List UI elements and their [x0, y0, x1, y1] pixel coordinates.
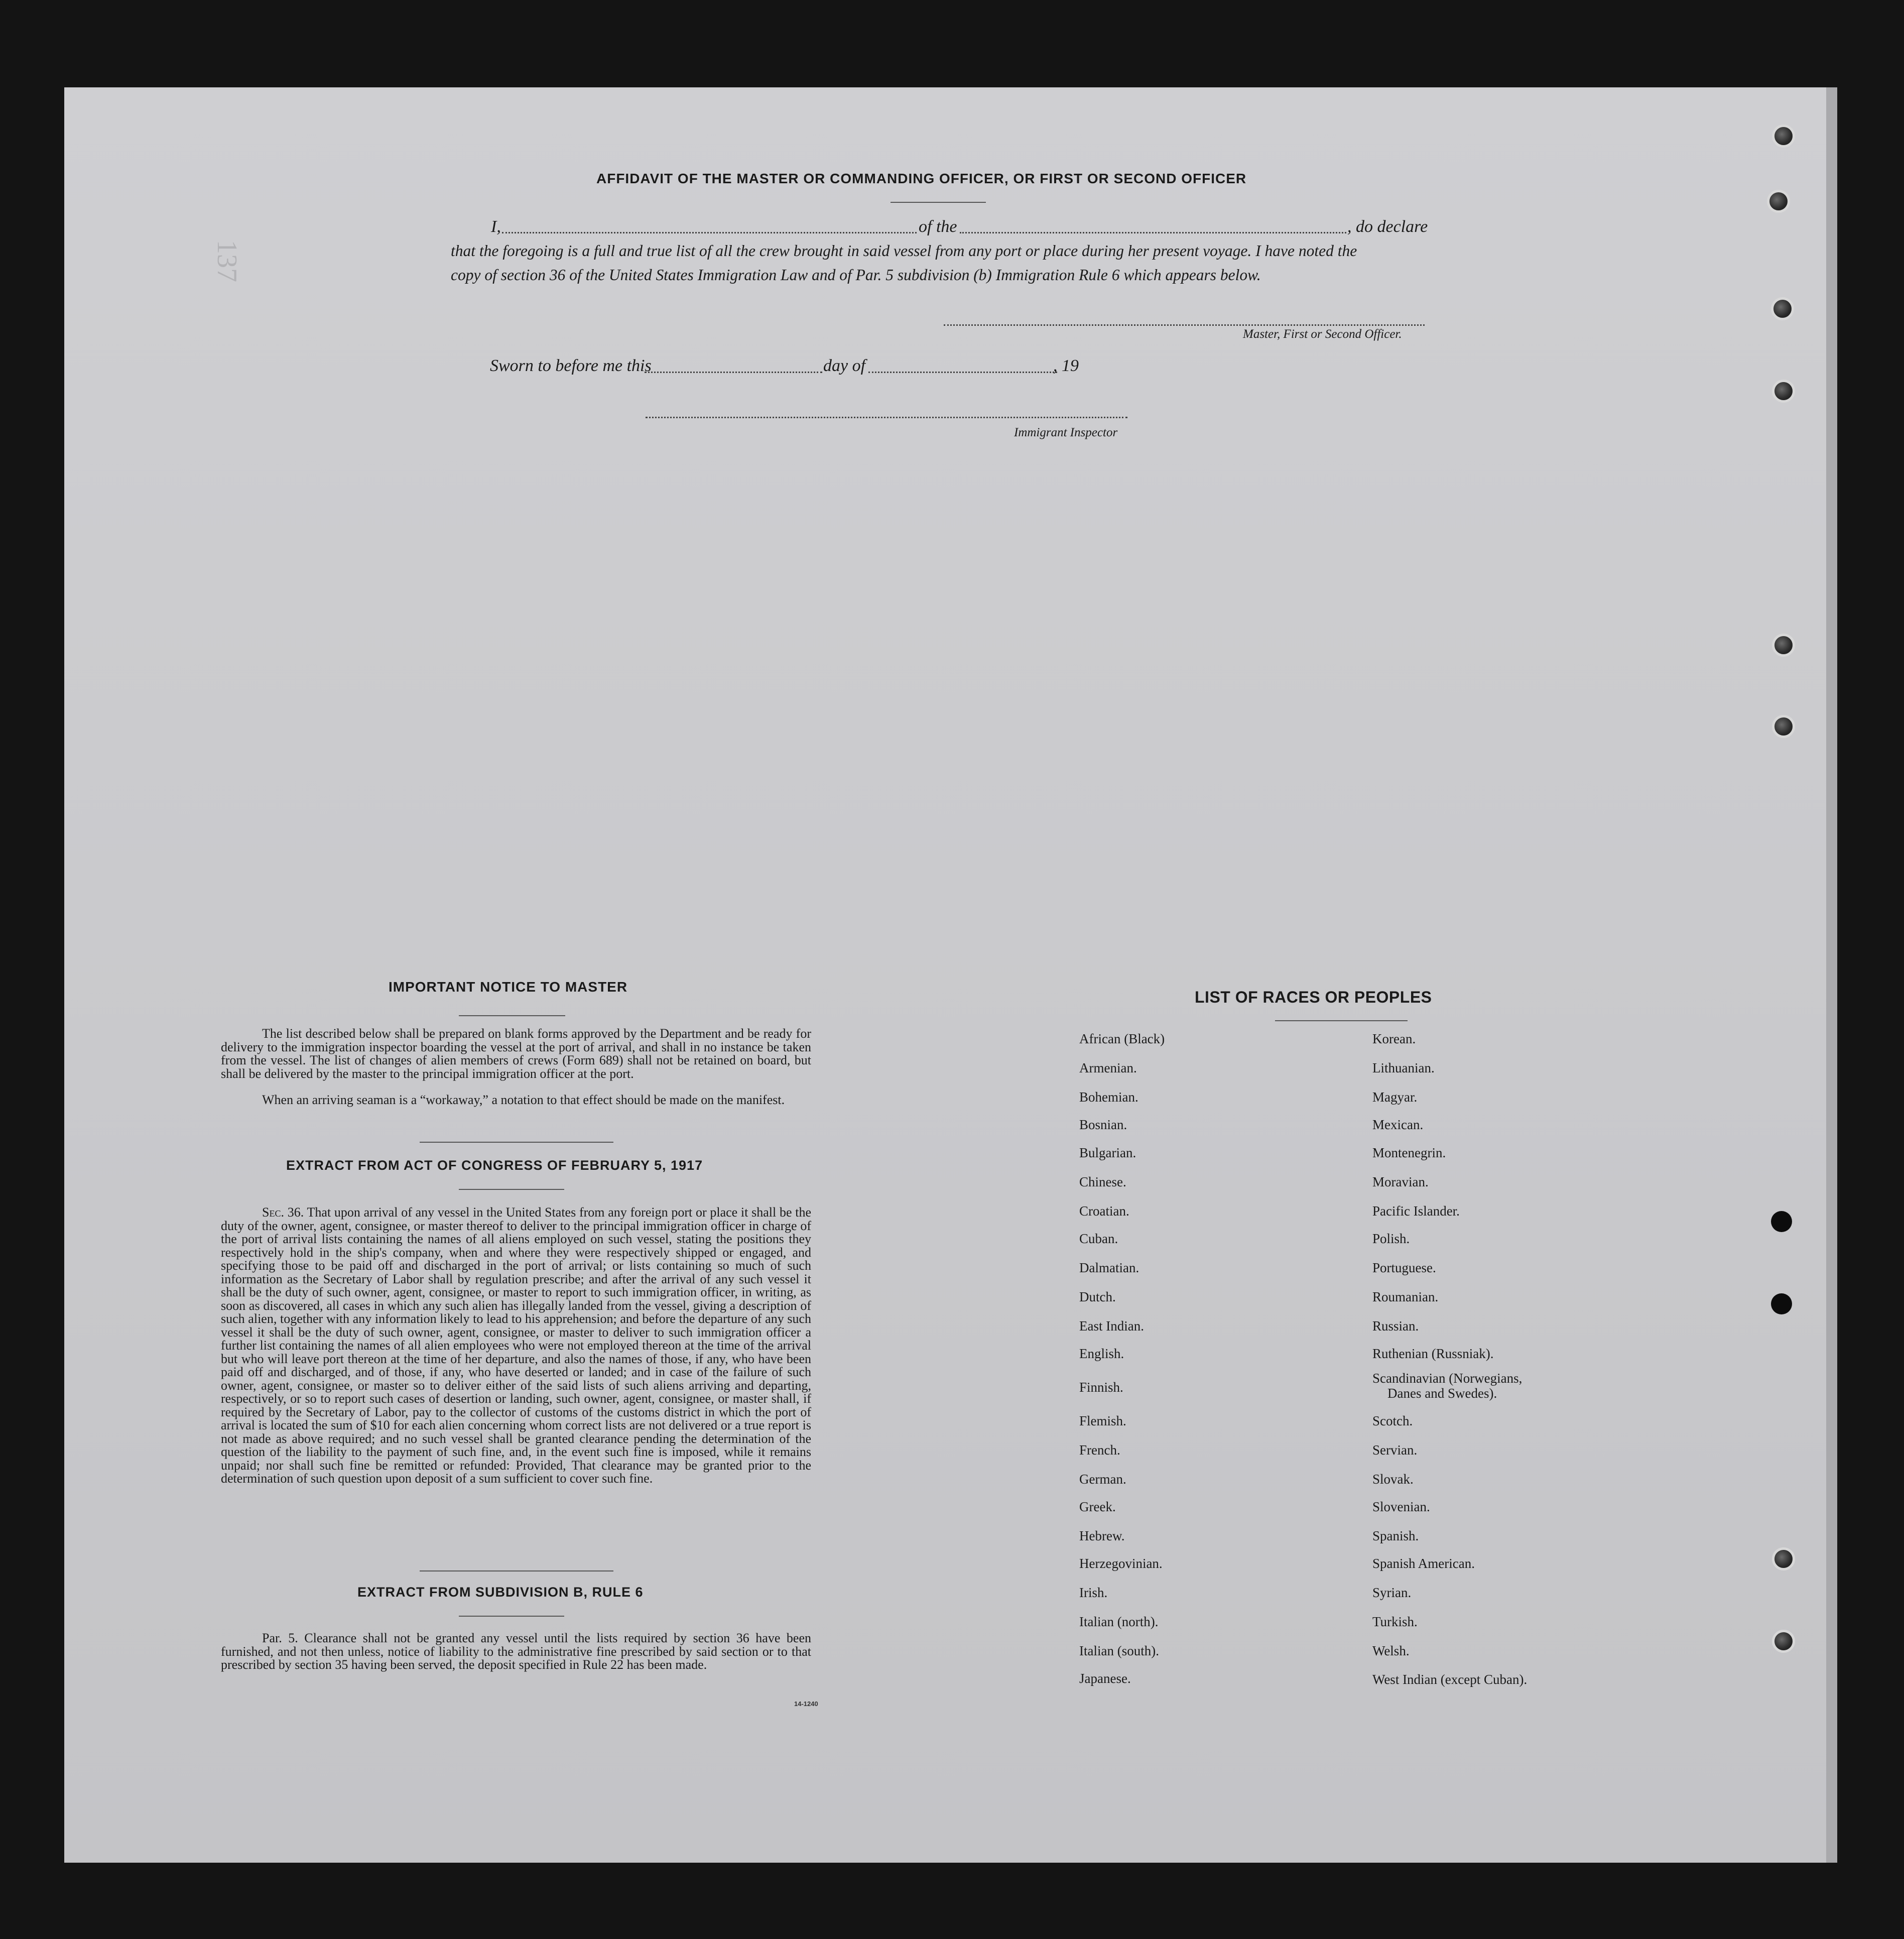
- race-item-continuation: Danes and Swedes).: [1387, 1386, 1497, 1401]
- race-item: Mexican.: [1372, 1117, 1424, 1132]
- declarant-name-field[interactable]: [502, 232, 917, 233]
- race-item: East Indian.: [1079, 1318, 1144, 1334]
- affidavit-of-the-label: of the: [919, 217, 957, 236]
- sworn-label: Sworn to before me this: [490, 356, 652, 375]
- race-item: Cuban.: [1079, 1231, 1118, 1246]
- day-of-label: day of: [823, 356, 866, 375]
- page-edge: [1826, 87, 1837, 1863]
- affidavit-text-line: that the foregoing is a full and true list of all the crew brought in said vessel from any port or place during her present voyage. I have noted the: [451, 242, 1357, 260]
- race-item: West Indian (except Cuban).: [1372, 1672, 1528, 1687]
- race-item: Herzegovinian.: [1079, 1556, 1163, 1571]
- punch-hole-icon: [1772, 634, 1795, 657]
- affidavit-text-line: copy of section 36 of the United States Immigration Law and of Par. 5 subdivision (b) Immigration Rule 6 which appears below.: [451, 266, 1261, 284]
- race-item: Irish.: [1079, 1585, 1108, 1600]
- punch-hole-icon: [1772, 715, 1795, 738]
- race-item: African (Black): [1079, 1031, 1165, 1046]
- divider: [459, 1189, 564, 1190]
- race-item: Montenegrin.: [1372, 1145, 1446, 1160]
- race-item: Pacific Islander.: [1372, 1203, 1460, 1219]
- race-item: Portuguese.: [1372, 1260, 1436, 1275]
- race-item: Scandinavian (Norwegians,: [1372, 1371, 1522, 1386]
- divider: [1275, 1020, 1408, 1021]
- act-section-text: That upon arrival of any vessel in the United States from any foreign port or place it shall be the duty of the owner, agent, consignee, or master thereof to deliver to the principal immigration officer in charge of the port of arrival lists containing the names of all aliens employed on such vessel, stating the positions they respectively hold in the ship's company, when and where they were respectively shipped or engaged, and specifying those to be paid off and discharged in the port of arrival; or lists containing so much of such information as the Secretary of Labor shall by regulation prescribe; and after the arrival of any such vessel it shall be the duty of such owner, agent, consignee, or master to report to such immigration officer, in writing, as soon as discovered, all cases in which any such alien has illegally landed from the vessel, giving a description of such alien, together with any information likely to lead to his apprehension; and before the departure of any such vessel it shall be the duty of such owner, agent, consignee, or master to deliver to such immigration officer a further list containing the names of all alien employees who were not employed thereon at the time of the arrival but who will leave port thereon at the time of her departure, and also the names of those, if any, who have been paid off and discharged, and of those, if any, who have deserted or landed; and in case of the failure of such owner, agent, consignee, or master so to deliver either of the said lists of such aliens arriving and departing, respectively, or so to report such cases of desertion or landing, such owner, agent, consignee, or master shall, if required by the Secretary of Labor, pay to the collector of customs of the customs district in which the port of arrival is located the sum of $10 for each alien concerning whom correct lists are not delivered or a true report is not made as above required; and no such vessel shall be granted clearance pending the determination of the question of the liability to the payment of such fine, and, in the event such fine is imposed, while it remains unpaid; nor shall such fine be remitted or refunded: Provided, That clearance may be granted prior to the determination of such question upon deposit of a sum sufficient to cover such fine.: [221, 1205, 812, 1486]
- race-item: Magyar.: [1372, 1089, 1418, 1105]
- race-item: Polish.: [1372, 1231, 1410, 1246]
- master-signature-caption: Master, First or Second Officer.: [1243, 327, 1402, 341]
- race-item: Bulgarian.: [1079, 1145, 1136, 1160]
- races-title: LIST OF RACES OR PEOPLES: [1195, 988, 1432, 1006]
- race-item: Slovenian.: [1372, 1499, 1430, 1514]
- master-signature-field[interactable]: [944, 324, 1425, 326]
- punch-hole-icon: [1772, 380, 1795, 403]
- race-item: Servian.: [1372, 1442, 1418, 1458]
- notice-title: IMPORTANT NOTICE TO MASTER: [389, 979, 628, 995]
- race-item: French.: [1079, 1442, 1120, 1458]
- race-item: Italian (north).: [1079, 1614, 1159, 1629]
- race-item: Dalmatian.: [1079, 1260, 1139, 1275]
- race-item: Finnish.: [1079, 1380, 1123, 1395]
- race-item: Ruthenian (Russniak).: [1372, 1346, 1494, 1361]
- punch-hole-icon: [1772, 1630, 1795, 1653]
- section-label: Sec. 36.: [262, 1205, 304, 1220]
- vessel-name-field[interactable]: [960, 232, 1346, 233]
- sworn-day-field[interactable]: [645, 372, 822, 373]
- race-item: German.: [1079, 1472, 1126, 1487]
- race-item: Spanish.: [1372, 1528, 1419, 1543]
- punch-hole-icon: [1767, 190, 1790, 213]
- race-item: Dutch.: [1079, 1289, 1116, 1304]
- race-item: Italian (south).: [1079, 1643, 1159, 1658]
- divider: [420, 1570, 613, 1571]
- race-item: Russian.: [1372, 1318, 1419, 1334]
- race-item: Japanese.: [1079, 1671, 1131, 1686]
- form-number: 14-1240: [794, 1700, 818, 1708]
- race-item: Lithuanian.: [1372, 1060, 1435, 1075]
- notice-paragraph: The list described below shall be prepared on blank forms approved by the Department and be ready for delivery to the immigration inspector boarding the vessel at the port of arrival, and shall in no instance be taken from the vessel. The list of changes of alien members of crews (Form 689) shall not be retained on board, but shall be delivered by the master to the principal immigration officer at the port.: [221, 1026, 811, 1081]
- race-item: English.: [1079, 1346, 1124, 1361]
- race-item: Syrian.: [1372, 1585, 1412, 1600]
- punch-hole-icon: [1772, 1547, 1795, 1570]
- act-section-36: [221, 1206, 811, 1486]
- race-item: Turkish.: [1372, 1614, 1418, 1629]
- rule-title: EXTRACT FROM SUBDIVISION B, RULE 6: [357, 1585, 644, 1600]
- affidavit-title: AFFIDAVIT OF THE MASTER OR COMMANDING OFFICER, OR FIRST OR SECOND OFFICER: [596, 171, 1247, 186]
- race-item: Flemish.: [1079, 1413, 1126, 1428]
- race-item: Slovak.: [1372, 1472, 1414, 1487]
- inspector-caption: Immigrant Inspector: [1014, 426, 1118, 439]
- year-prefix-label: , 19: [1053, 356, 1079, 375]
- punch-hole-icon: [1771, 297, 1794, 320]
- sworn-month-field[interactable]: [868, 372, 1057, 373]
- affidavit-declare-label: , do declare: [1347, 217, 1428, 236]
- document-page: [64, 87, 1826, 1863]
- race-item: Roumanian.: [1372, 1289, 1439, 1304]
- race-item: Korean.: [1372, 1031, 1416, 1046]
- race-item: Bosnian.: [1079, 1117, 1127, 1132]
- race-item: Chinese.: [1079, 1174, 1126, 1189]
- notice-paragraph: When an arriving seaman is a “workaway,” a notation to that effect should be made on the manifest.: [262, 1093, 785, 1107]
- punch-hole-icon: [1771, 1293, 1792, 1314]
- race-item: Moravian.: [1372, 1174, 1429, 1189]
- race-item: Spanish American.: [1372, 1556, 1475, 1571]
- race-item: Croatian.: [1079, 1203, 1129, 1219]
- divider: [891, 202, 986, 203]
- race-item: Greek.: [1079, 1499, 1116, 1514]
- divider: [420, 1142, 613, 1143]
- faint-page-number: 137: [211, 240, 242, 282]
- inspector-signature-field[interactable]: [646, 417, 1127, 418]
- race-item: Hebrew.: [1079, 1528, 1125, 1543]
- race-item: Bohemian.: [1079, 1089, 1138, 1105]
- divider: [459, 1616, 564, 1617]
- race-item: Welsh.: [1372, 1643, 1410, 1658]
- affidavit-i-label: I,: [491, 217, 501, 236]
- race-item: Scotch.: [1372, 1413, 1413, 1428]
- race-item: Armenian.: [1079, 1060, 1137, 1075]
- punch-hole-icon: [1771, 1211, 1792, 1232]
- divider: [459, 1015, 565, 1016]
- act-title: EXTRACT FROM ACT OF CONGRESS OF FEBRUARY 5, 1917: [286, 1158, 703, 1173]
- punch-hole-icon: [1772, 125, 1795, 148]
- rule-paragraph: Par. 5. Clearance shall not be granted any vessel until the lists required by section 36 have been furnished, and not then unless, notice of liability to the administrative fine prescribed by said section or to that prescribed by section 35 having been served, the deposit specified in Rule 22 has been made.: [221, 1631, 811, 1672]
